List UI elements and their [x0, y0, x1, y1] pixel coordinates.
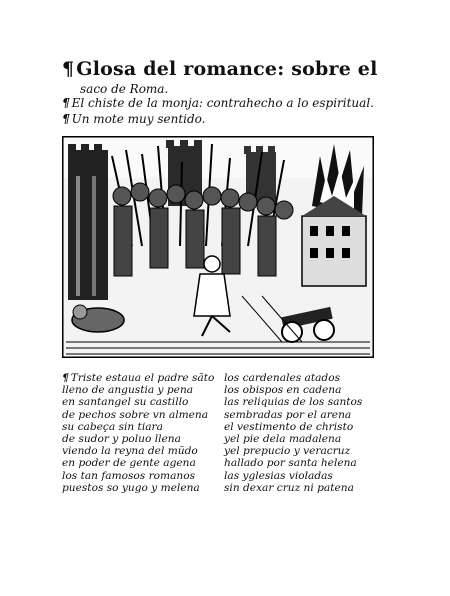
verse-text: su cabeça sin tiara [62, 420, 163, 433]
verse-line [224, 470, 384, 482]
verse-line [62, 482, 222, 494]
title-continuation: saco de Roma. [80, 82, 169, 96]
page-title: Glosa del romance: sobre el [76, 58, 378, 80]
title-line [62, 58, 382, 80]
verse-text: de pechos sobre vn almena [62, 408, 209, 421]
verse-line [224, 421, 384, 433]
verse-line [62, 445, 222, 457]
subtitle-mote [62, 112, 206, 126]
verse-text: viendo la reyna del mũdo [62, 445, 198, 458]
pilcrow-mark: ¶ [62, 372, 69, 384]
verse-text: hallado por santa helena [224, 457, 357, 470]
verse-text: Triste estaua el padre sãto [70, 372, 215, 384]
verse-text: en poder de gente agena [62, 457, 196, 470]
pilcrow-mark: ¶ [62, 112, 70, 126]
verse-text: sin dexar cruz ni patena [224, 481, 354, 494]
verse-line [62, 421, 222, 433]
verse-text: los tan famosos romanos [62, 469, 196, 482]
subtitle-chiste [62, 96, 374, 110]
verse-line [224, 482, 384, 494]
verse-text: yel pie dela madalena [224, 433, 342, 446]
verse-text: sembradas por el arena [224, 408, 352, 421]
verse-line [224, 409, 384, 421]
verse-text: puestos so yugo y melena [62, 481, 200, 494]
verse-line [62, 409, 222, 421]
verse-line [62, 384, 222, 396]
verse-line [224, 433, 384, 445]
left-tower [68, 144, 108, 300]
pilcrow-mark: ¶ [62, 96, 70, 110]
verse-text: las reliquias de los santos [224, 396, 363, 409]
verse-line [224, 372, 384, 384]
verse-line [224, 396, 384, 408]
verse-line [224, 445, 384, 457]
subtitle-chiste-text: El chiste de la monja: contrahecho a lo espiritual. [71, 96, 374, 110]
verse-line [62, 372, 222, 384]
verse-line [62, 470, 222, 482]
poem-right-column [224, 372, 384, 494]
subtitle-mote-text: Un mote muy sentido. [71, 112, 206, 126]
verse-text: yel prepucio y veracruz [224, 445, 351, 458]
verse-text: los cardenales atados [224, 372, 341, 384]
verse-text: en santangel su castillo [62, 396, 189, 409]
verse-line [62, 457, 222, 469]
verse-text: lleno de angustia y pena [62, 384, 194, 397]
verse-line [62, 433, 222, 445]
verse-line [224, 384, 384, 396]
verse-line [224, 457, 384, 469]
woodcut-illustration [62, 136, 374, 358]
verse-text: de sudor y poluo llena [62, 433, 181, 446]
verse-text: las yglesias violadas [224, 469, 333, 482]
verse-text: los obispos en cadena [224, 384, 342, 397]
pilcrow-mark: ¶ [62, 58, 75, 80]
poem-left-column [62, 372, 222, 494]
verse-line [62, 396, 222, 408]
verse-text: el vestimento de christo [224, 420, 354, 433]
